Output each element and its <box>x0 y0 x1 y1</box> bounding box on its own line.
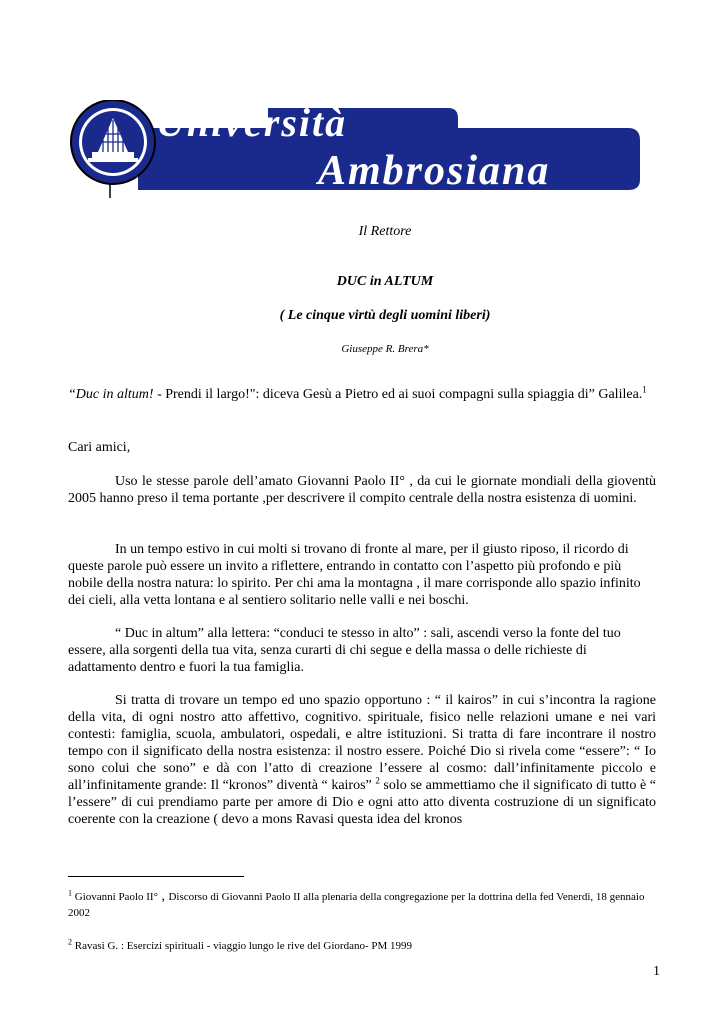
logo-line-1: Università <box>156 100 348 145</box>
paragraph-4 <box>68 692 656 828</box>
footnote-1 <box>68 889 663 921</box>
paragraph-2: In un tempo estivo in cui molti si trovano di fronte al mare, per il giusto riposo, il ricordo di queste parole può essere un invito a riflettere, entrando in contatto con l’aspetto più profondo e più nobile della nostra natura: lo spirito. Per chi ama la montagna , il mare corrisponde allo spazio infinito dei cieli, alla vetta lontana e al sentiero solitario nelle valli e nei boschi. <box>68 542 641 608</box>
document-subtitle: ( Le cinque virtù degli uomini liberi) <box>279 308 491 323</box>
footnote-1-text: Discorso di Giovanni Paolo II alla plenaria della congregazione per la dottrina della fed Venerdì, 18 gennaio 2002 <box>68 891 645 919</box>
footnote-2-number: 2 <box>68 937 72 947</box>
footnote-ref-2[interactable]: 2 <box>375 775 380 786</box>
footnote-divider <box>68 876 244 877</box>
quote-italic: “Duc in altum! <box>68 387 154 402</box>
logo-line-2: Ambrosiana <box>318 148 551 194</box>
paragraph-4-part-b: solo se ammettiamo che il significato di tutto è “ l’essere” di cui prendiamo parte per amore di Dio e ogni atto atto diventa costruzione di un significato coerente con la creazione ( devo a mons Ravasi questa idea del kronos <box>68 778 656 827</box>
footnote-1-lead: Giovanni Paolo II° <box>74 891 158 903</box>
footnote-ref-1[interactable]: 1 <box>642 384 647 395</box>
university-logo <box>68 100 643 200</box>
document-title: DUC in ALTUM <box>336 274 434 289</box>
greeting: Cari amici, <box>68 440 131 455</box>
footnote-1-number: 1 <box>68 888 72 898</box>
footnote-1-separator: , <box>157 889 169 904</box>
page-number: 1 <box>653 964 660 979</box>
opening-quote <box>68 386 656 403</box>
author-name: Giuseppe R. Brera* <box>341 343 429 355</box>
footnote-2 <box>68 938 663 954</box>
quote-text: - Prendi il largo!": diceva Gesù a Pietro ed ai suoi compagni sulla spiaggia di” Galilea. <box>153 387 643 402</box>
university-logo-graphic <box>68 100 643 200</box>
rector-heading: Il Rettore <box>358 224 412 239</box>
paragraph-3: “ Duc in altum” alla lettera: “conduci te stesso in alto” : sali, ascendi verso la fonte del tuo essere, alla sorgenti della tua vita, senza curarti di chi segue e della massa o delle richieste di adattamento dentro e fuori la tua famiglia. <box>68 626 621 675</box>
footnote-2-text: Ravasi G. : Esercizi spirituali - viaggio lungo le rive del Giordano- PM 1999 <box>74 940 413 952</box>
paragraph-1: Uso le stesse parole dell’amato Giovanni Paolo II° , da cui le giornate mondiali della gioventù 2005 hanno preso il tema portante ,per descrivere il compito centrale della nostra esistenza di uomini. <box>68 474 656 506</box>
paragraph-4-part-a: Si tratta di trovare un tempo ed uno spazio opportuno : “ il kairos” in cui s’incontra la ragione della vita, di ogni nostro atto affettivo, cognitivo. spirituale, fisico nelle relazioni umane e nei vari contesti: famiglia, scuola, ambulatori, ospedali, e altre istituzioni. Si tratta di fare incontrare il nostro tempo con il significato della nostra esistenza: il nostro essere. Poiché Dio si rivela come “essere”: “ Io sono colui che sono” e dà con l’atto di creazione l’essere al cosmo: dall’infinitamente piccolo e all’infinitamente grande: Il “kronos” diventà “ kairos” <box>68 693 656 793</box>
